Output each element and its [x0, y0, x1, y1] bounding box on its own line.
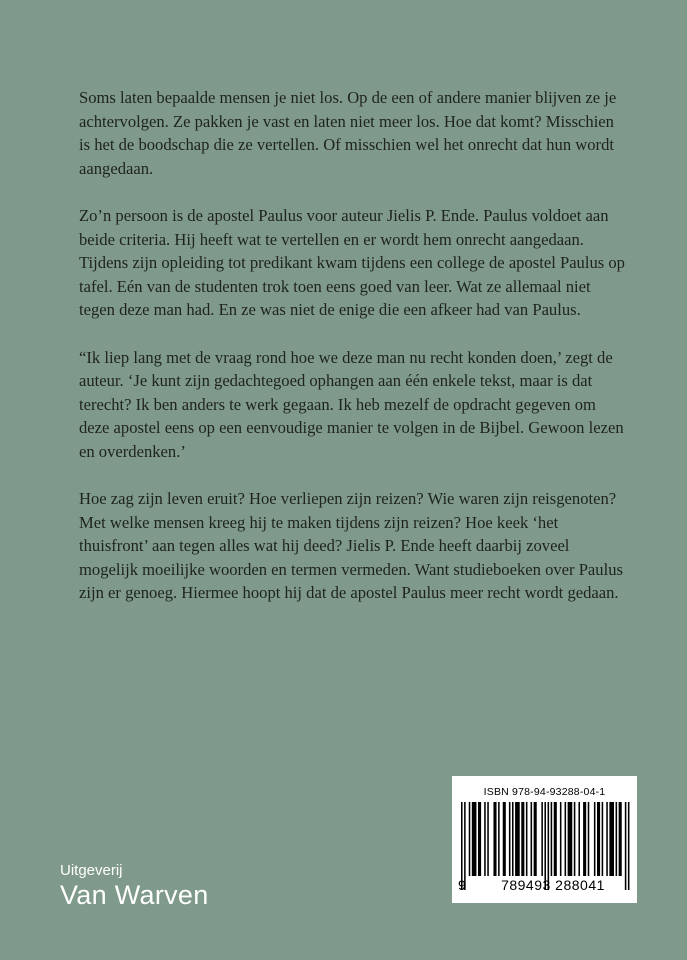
isbn-barcode [452, 776, 637, 903]
barcode-bar [551, 802, 553, 876]
back-cover-blurb [79, 86, 627, 629]
barcode-bar [541, 802, 543, 876]
barcode-bar [526, 802, 528, 876]
isbn-label: ISBN 978-94-93288-04-1 [483, 786, 606, 798]
barcode-bar [606, 802, 608, 876]
publisher-logo [60, 862, 209, 910]
barcode-bar [578, 802, 580, 876]
barcode-bar [509, 802, 511, 876]
blurb-paragraph-3: “Ik liep lang met de vraag rond hoe we deze man nu recht konden doen,’ zegt de auteur. ‘Je kunt zijn gedachtegoed ophangen aan één enkele tekst, maar is dat terecht? Ik ben anders te werk gegaan. Ik heb mezelf de opdracht gegeven om deze apostel eens op een eenvoudige manier te volgen in de Bijbel. Gewoon lezen en overdenken.’ [79, 347, 624, 461]
barcode-bar [515, 802, 520, 876]
blurb-paragraph-2: Zo’n persoon is de apostel Paulus voor auteur Jielis P. Ende. Paulus voldoet aan beide criteria. Hij heeft wat te vertellen en er wordt hem onrecht aangedaan. Tijdens zijn opleiding tot predikant kwam tijdens een college de apostel Paulus op tafel. Eén van de studenten trok toen eens goed van leer. Wat ze allemaal niet tegen deze man had. En ze was niet de enige die een afkeer had van Paulus. [79, 205, 625, 320]
barcode-bar [583, 802, 586, 876]
barcode-bar [487, 802, 489, 876]
barcode-bar [472, 802, 477, 876]
barcode-bar [512, 802, 514, 876]
blurb-paragraph-4: Hoe zag zijn leven eruit? Hoe verliepen zijn reizen? Wie waren zijn reisgenoten? Met welke mensen kreeg hij te maken tijdens zijn reizen? Hoe keek ‘het thuisfront’ aan tegen alles wat hij deed? Jielis P. Ende heeft daarbij zoveel mogelijk moeilijke woorden en termen vermeden. Want studieboeken over Paulus zijn er genoeg. Hiermee hoopt hij dat de apostel Paulus meer recht wordt gedaan. [79, 489, 623, 603]
barcode-bar [498, 802, 500, 876]
barcode-bar [534, 802, 537, 876]
barcode-bar [616, 802, 618, 876]
barcode-bar [503, 802, 506, 876]
barcode-digits: 789493 288041 [501, 877, 605, 893]
barcode-bar [568, 802, 573, 876]
barcode-bar [597, 802, 600, 876]
barcode-bar [560, 802, 562, 876]
barcode-bar [609, 802, 614, 876]
barcode-bar [493, 802, 496, 876]
blurb-paragraph-1: Soms laten bepaalde mensen je niet los. Op de een of andere manier blijven ze je achtervolgen. Ze pakken je vast en laten niet meer los. Hoe dat komt? Misschien is het de boodschap die ze vertellen. Of misschien wel het onrecht dat hun wordt aangedaan. [79, 88, 617, 178]
barcode-bar [484, 802, 486, 876]
barcode-bar [469, 802, 471, 876]
publisher-name: Van Warven [60, 880, 209, 910]
barcode-bar [554, 802, 557, 876]
barcode-bar [565, 802, 567, 876]
barcode-bar [588, 802, 590, 876]
barcode-bar [602, 802, 604, 876]
barcode-bar [478, 802, 481, 876]
barcode-bar [594, 802, 596, 876]
barcode-bar [531, 802, 533, 876]
publisher-label: Uitgeverij [60, 862, 123, 879]
barcode-bar [619, 802, 622, 876]
barcode-bar [574, 802, 576, 876]
barcode-first-digit: 9 [458, 877, 466, 893]
barcode-bar [521, 802, 524, 876]
